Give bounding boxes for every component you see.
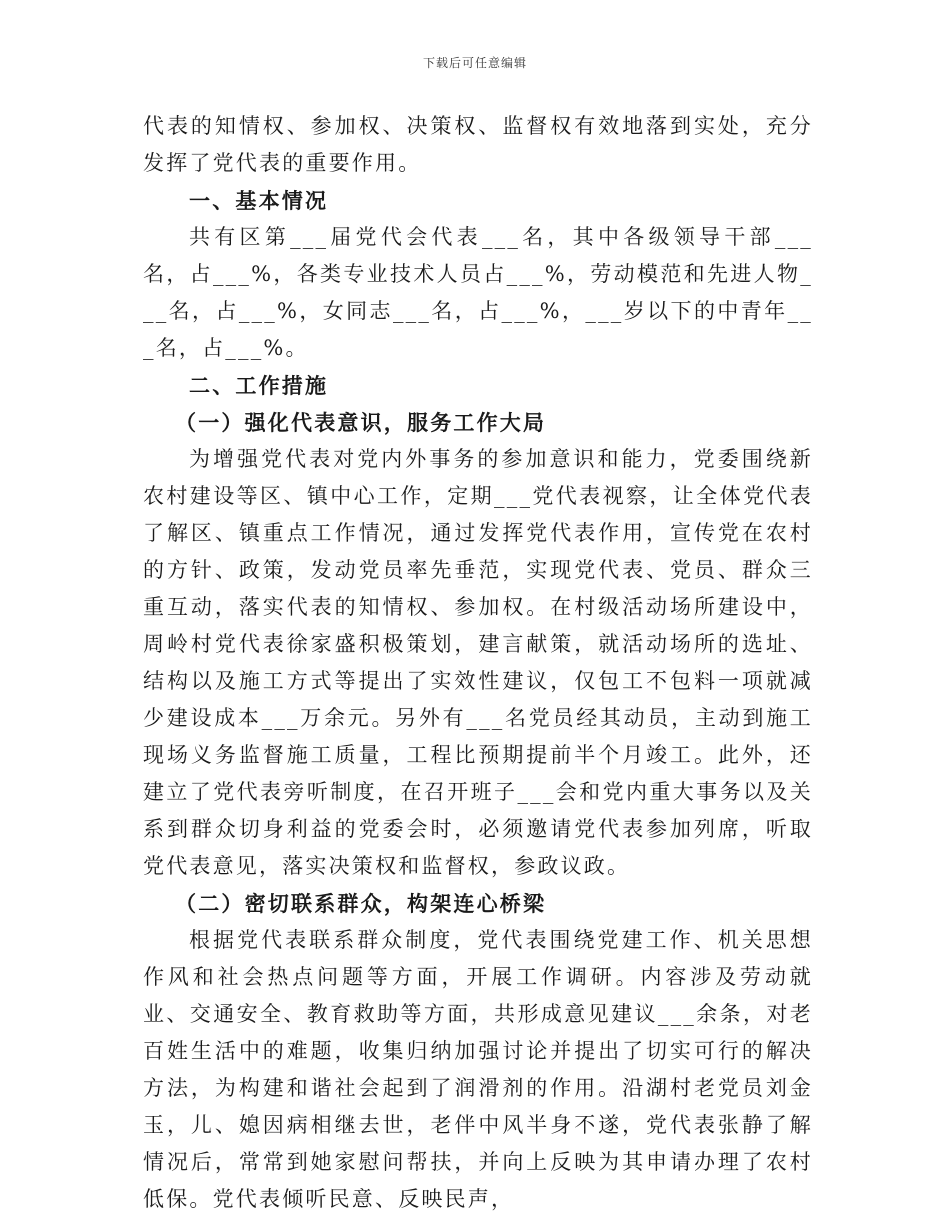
paragraph-subsection-1: 为增强党代表对党内外事务的参加意识和能力，党委围绕新农村建设等区、镇中心工作，定期___党代表视察，让全体党代表了解区、镇重点工作情况，通过发挥党代表作用，宣传党在农村的方针、政策，发动党员率先垂范，实现党代表、党员、群众三重互动，落实代表的知情权、参加权。在村级活动场所建设中，周岭村党代表徐家盛积极策划，建言献策，就活动场所的选址、结构以及施工方式等提出了实效性建议，仅包工不包料一项就减少建设成本___万余元。另外有___名党员经其动员，主动到施工现场义务监督施工质量，工程比预期提前半个月竣工。此外，还建立了党代表旁听制度，在召开班子___会和党内重大事务以及关系到群众切身利益的党委会时，必须邀请党代表参加列席，听取党代表意见，落实决策权和监督权，参政议政。 bbox=[143, 447, 813, 878]
section-heading-work-measures: 二、工作措施 bbox=[189, 373, 329, 398]
section-heading-basic-situation: 一、基本情况 bbox=[189, 188, 329, 213]
subsection-heading-1: （一）强化代表意识，服务工作大局 bbox=[175, 410, 547, 435]
paragraph-basic-situation: 共有区第___届党代会代表___名，其中各级领导干部___名，占___%，各类专业技术人员占___%，劳动模范和先进人物___名，占___%，女同志___名，占___%，___岁以下的中青年___名，占___%。 bbox=[143, 225, 813, 360]
page-header-note: 下载后可任意编辑 bbox=[422, 56, 527, 70]
subsection-heading-2: （二）密切联系群众，构架连心桥梁 bbox=[175, 891, 547, 916]
paragraph-continuation: 代表的知情权、参加权、决策权、监督权有效地落到实处，充分发挥了党代表的重要作用。 bbox=[143, 114, 813, 175]
paragraph-subsection-2: 根据党代表联系群众制度，党代表围绕党建工作、机关思想作风和社会热点问题等方面，开展工作调研。内容涉及劳动就业、交通安全、教育救助等方面，共形成意见建议___余条，对老百姓生活中的难题，收集归纳加强讨论并提出了切实可行的解决方法，为构建和谐社会起到了润滑剂的作用。沿湖村老党员刘金玉，儿、媳因病相继去世，老伴中风半身不遂，党代表张静了解情况后，常常到她家慰问帮扶，并向上反映为其申请办理了农村低保。党代表倾听民意、反映民声， bbox=[143, 928, 813, 1211]
document-body bbox=[143, 108, 813, 1218]
